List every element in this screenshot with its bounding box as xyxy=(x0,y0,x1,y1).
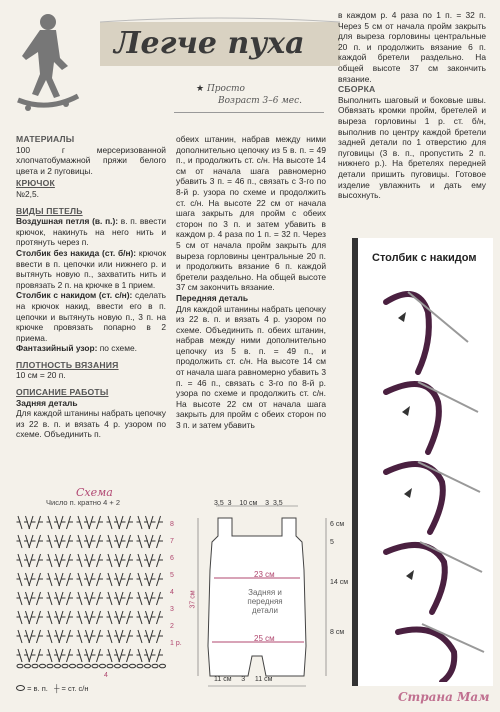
col3-text: в каждом р. 4 раза по 1 п. = 32 п. Через 5 см от начала пройм закрыть для выреза горловины центральные 20 п. и продолжить вязание 6 п. каждой бретели раздельно. На общей высоте 37 см закончить вязание. xyxy=(338,10,486,84)
stitch-item: Воздушная петля (в. п.): в. п. ввести крючок, накинуть на него нить и протянуть через п. xyxy=(16,216,166,248)
front-text: Для каждой штанины набрать цепочку из 22 в. п. и вязать 4 р. узором по схеме. Объединить п. обеих штанин, набрав между ними дополнительно цепочку из 5 в. п. = 49 п., и продолжить ст. с/н. На высоте 14 см от начала шага равномерно убавить 3 п. = 46 п., связать с 3-го по 8-й р. узора по схеме и продолжить ст. с/н. На высоте 22 см от начала шага закрыть для пройм с обеих сторон по 3 п. и затем убавить xyxy=(176,303,326,431)
row-number: 2 xyxy=(170,623,174,630)
assembly-text: Выполнить шаговый и боковые швы. Обвязать кромки пройм, бретелей и выреза горловины 1 р. ст. б/н, выполнив по центру каждой бретели задней детали по 1 отверстию для пуговицы (3 в. п., пропустить 2 п. нижнего р.). На бретелях передней детали пришить пуговицы. Готовое изделие увлажнить и дать ему высохнуть. xyxy=(338,94,486,201)
diagram-top-dims: 3,5 3 10 см 3 3,5 xyxy=(214,500,283,507)
gauge-heading: ПЛОТНОСТЬ ВЯЗАНИЯ xyxy=(16,359,119,370)
width-mid: 23 см xyxy=(254,570,275,579)
stitch-photo-panel xyxy=(352,238,493,686)
chart-chain xyxy=(17,664,23,668)
title-banner xyxy=(100,14,340,72)
chart-chain xyxy=(25,664,31,668)
chart-chain xyxy=(47,664,53,668)
row-number: 3 xyxy=(170,606,174,613)
column-2 xyxy=(176,134,326,431)
back-text-1: Для каждой штанины набрать цепочку из 22 в. п. и вязать 4 р. узором по схеме. Объединить п. xyxy=(16,408,166,440)
photo-title: Столбик с накидом xyxy=(372,252,477,264)
chart-chain xyxy=(92,664,98,668)
gauge-text: 10 см = 20 п. xyxy=(16,370,66,381)
chart-chain xyxy=(152,664,158,668)
schema-repeat: Число п. кратно 4 + 2 xyxy=(46,498,121,507)
diagram-label: Задняя и передняя детали xyxy=(247,588,283,615)
row-number: 6 xyxy=(170,555,174,562)
work-heading: ОПИСАНИЕ РАБОТЫ xyxy=(16,387,109,398)
stitch-item: Фантазийный узор: по схеме. xyxy=(16,343,137,354)
chart-chain xyxy=(85,664,91,668)
diagram-right-dims: 6 см 5 14 см 8 см xyxy=(330,521,349,636)
chart-chain xyxy=(145,664,151,668)
stitches-heading: ВИДЫ ПЕТЕЛЬ xyxy=(16,205,83,216)
row-number: 1 р. xyxy=(170,640,182,647)
repeat-mark: 4 xyxy=(104,672,108,679)
width-low: 25 см xyxy=(254,634,275,643)
chart-chain xyxy=(40,664,46,668)
difficulty-text: Просто xyxy=(206,84,245,94)
chart-chain xyxy=(160,664,166,668)
chart-chain xyxy=(70,664,76,668)
back-text-2: обеих штанин, набрав между ними дополнительно цепочку из 5 в. п. = 49 п., и продолжить ст. с/н. На высоте 14 см от начала шага равномерно убавить 3 п. = 46 п., связать с 3-го по 8-й р. узора по схеме и продолжить ст. с/н. На высоте 22 см от начала шага закрыть для пройм с обеих сторон по 3 п. и затем убавить в каждом р. 4 раза по 1 п. = 32 п. Через 5 см от начала пройм закрыть для выреза горловины центральные 20 п. и продолжить вязание 6 п. каждой бретели раздельно. На общей высоте 37 см закончить вязание. xyxy=(176,134,326,293)
chart-chain xyxy=(115,664,121,668)
height-left: 37 см xyxy=(189,590,197,609)
stitch-item: Столбик без накида (ст. б/н): крючок ввести в п. цепочки или нижнего р. и вытянуть новую п., захватить нить и провязать 2 п. на крючке в 1 прием. xyxy=(16,247,167,290)
front-heading: Передняя деталь xyxy=(176,292,249,303)
hook-heading: КРЮЧОК xyxy=(16,178,55,189)
stitch-steps-illustration xyxy=(358,272,493,682)
chart-chain xyxy=(55,664,61,668)
column-1 xyxy=(16,134,166,440)
chart-chain xyxy=(32,664,38,668)
schema-legend: = в. п. ┼ = ст. с/н xyxy=(16,684,89,693)
legend-chain: = в. п. xyxy=(27,684,48,693)
back-heading: Задняя деталь xyxy=(16,397,78,408)
row-number: 7 xyxy=(170,538,174,545)
chart-chain xyxy=(107,664,113,668)
column-3 xyxy=(338,10,486,201)
chart-chain xyxy=(100,664,106,668)
chart-chain xyxy=(130,664,136,668)
chart-chain xyxy=(62,664,68,668)
materials-heading: МАТЕРИАЛЫ xyxy=(16,134,75,144)
age-label: Возраст 3–6 мес. xyxy=(218,96,303,106)
chart-chain xyxy=(137,664,143,668)
chart-chain xyxy=(122,664,128,668)
schema-title: Схема xyxy=(76,486,113,499)
row-number: 4 xyxy=(170,589,174,596)
difficulty-label: ★ Просто xyxy=(196,84,245,94)
divider xyxy=(174,112,324,113)
hook-value: №2,5. xyxy=(16,188,39,199)
header-figure xyxy=(8,8,88,118)
materials-text: 100 г мерсеризованной хлопчатобумажной пряжи белого цвета и 2 пуговицы. xyxy=(16,144,166,176)
assembly-heading: СБОРКА xyxy=(338,84,376,95)
chart-chain xyxy=(77,664,83,668)
page-title: Легче пуха xyxy=(114,26,305,61)
watermark: Страна Мам xyxy=(398,690,490,704)
crochet-chart xyxy=(12,508,172,670)
legend-dc: = ст. с/н xyxy=(61,684,89,693)
row-number: 8 xyxy=(170,521,174,528)
row-number: 5 xyxy=(170,572,174,579)
leg-widths: 11 см 3 11 см xyxy=(214,676,273,683)
stitch-item: Столбик с накидом (ст. с/н): сделать на крючок накид, ввести его в п. цепочки и вытянуть новую п., 3 п. на крючке провязать попарно в 2 приема. xyxy=(16,290,167,343)
